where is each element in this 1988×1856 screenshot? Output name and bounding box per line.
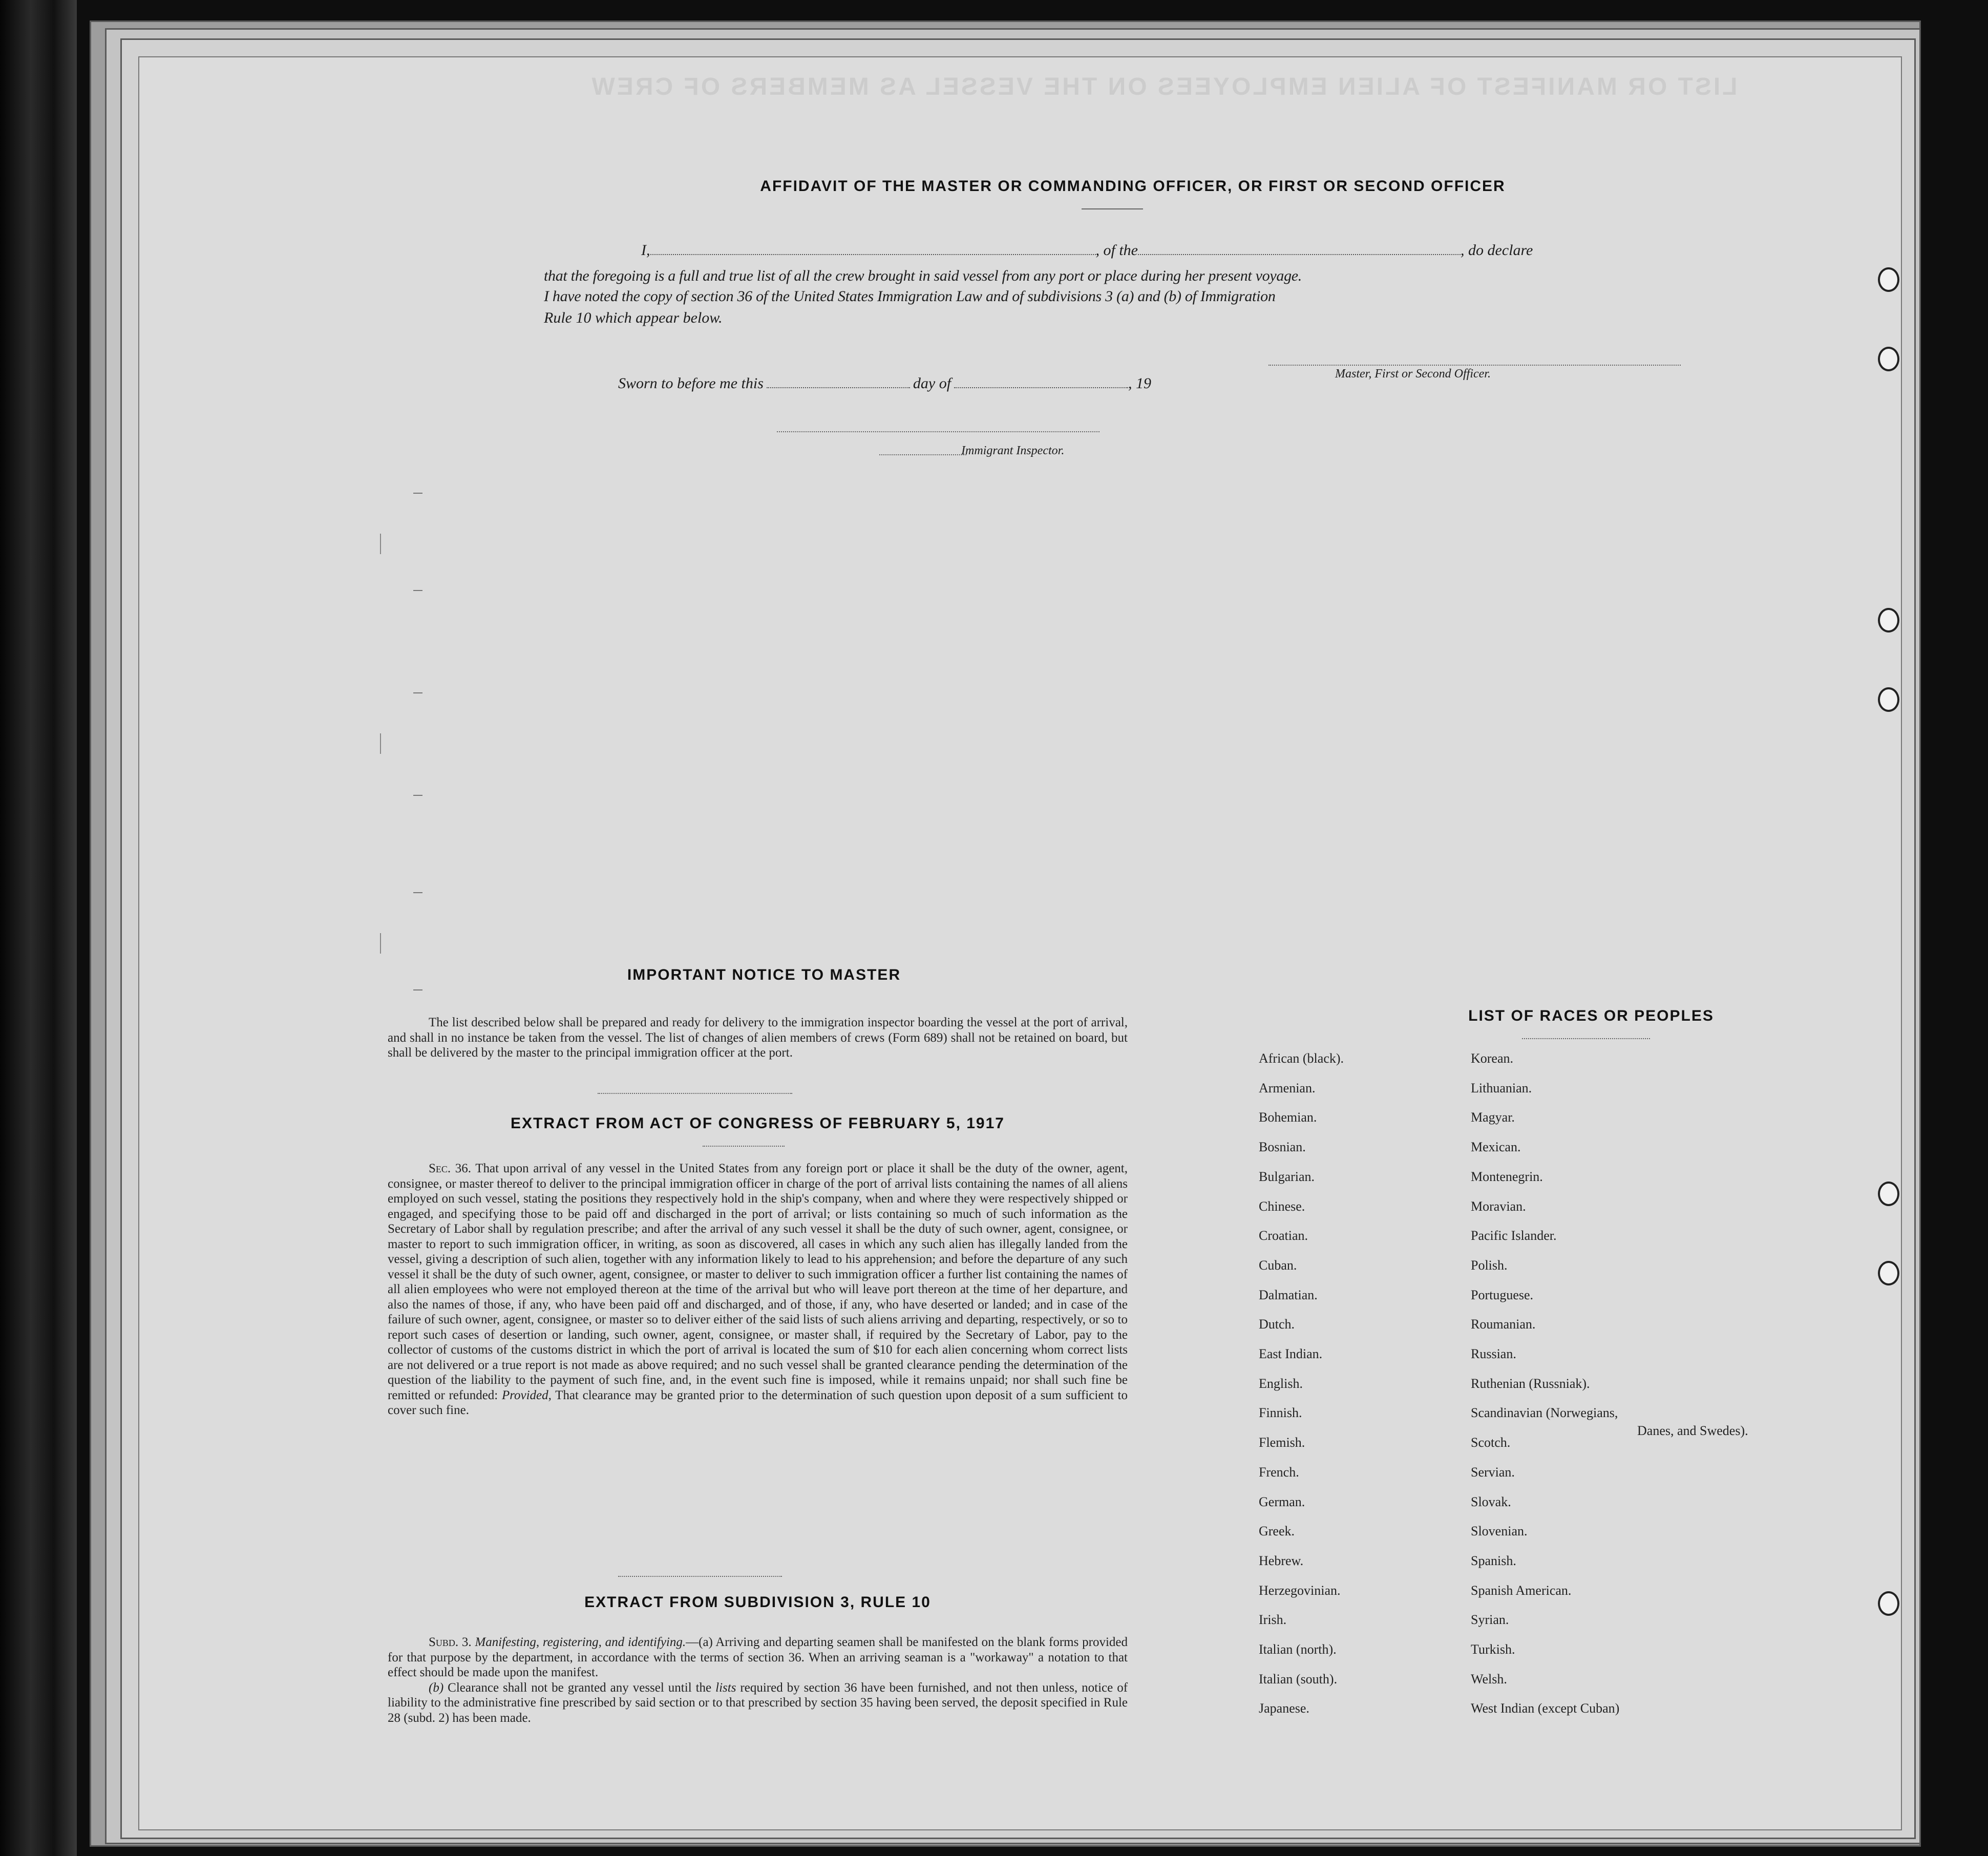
margin-tick [413,692,422,693]
race-item: Chinese. [1259,1198,1305,1214]
margin-tick [413,892,422,893]
punch-hole [1878,347,1899,371]
race-item: Turkish. [1471,1642,1515,1657]
race-item: Slovak. [1471,1494,1511,1509]
race-item: Slovenian. [1471,1524,1528,1539]
race-item: Dutch. [1259,1317,1295,1332]
race-item: Russian. [1471,1346,1516,1361]
affidavit-line-4: Rule 10 which appear below. [544,309,723,326]
race-item: Portuguese. [1471,1287,1534,1302]
margin-tick [413,795,422,796]
sworn-prefix: Sworn to before me this [618,375,764,392]
race-item: Armenian. [1259,1080,1316,1095]
rule-b-lists: lists [715,1680,736,1695]
race-item: Moravian. [1471,1198,1526,1214]
race-item: Magyar. [1471,1110,1515,1125]
affidavit-line-1 [616,242,1717,259]
race-item: Bohemian. [1259,1110,1317,1125]
binder-edge [0,0,77,1856]
race-item: Servian. [1471,1464,1515,1480]
rule-b-text-1: Clearance shall not be granted any vessel until the [448,1680,712,1695]
race-item: Cuban. [1259,1257,1297,1273]
rule-text [388,1635,1128,1725]
section-rule [618,1576,782,1577]
act-body-end: That clearance may be granted prior to the determination of such question upon deposit of a sum sufficient to cover such fine. [388,1388,1128,1417]
sworn-day-label: day of [913,375,951,392]
affidavit-line-2: that the foregoing is a full and true list of all the crew brought in said vessel from any port or place during her present voyage. [544,267,1302,284]
race-item: Polish. [1471,1257,1508,1273]
race-item: Hebrew. [1259,1553,1304,1568]
race-item: Flemish. [1259,1435,1305,1450]
race-item: Scandinavian (Norwegians, [1471,1405,1618,1421]
affidavit-heading: AFFIDAVIT OF THE MASTER OR COMMANDING OFFICER, OR FIRST OR SECOND OFFICER [760,178,1506,195]
margin-tick [380,534,381,554]
punch-hole [1878,687,1899,712]
margin-tick [413,493,422,494]
race-item: Lithuanian. [1471,1080,1532,1095]
race-item: Ruthenian (Russniak). [1471,1376,1590,1391]
races-heading: LIST OF RACES OR PEOPLES [1468,1007,1714,1024]
race-item: African (black). [1259,1051,1344,1066]
race-item: Italian (north). [1259,1642,1337,1657]
race-item: West Indian (except Cuban) [1471,1701,1620,1716]
rule-subd-label: Subd. 3. [429,1635,472,1649]
race-item: Welsh. [1471,1671,1507,1686]
punch-hole [1878,1261,1899,1285]
race-item: Pacific Islander. [1471,1228,1557,1243]
act-body: That upon arrival of any vessel in the United States from any foreign port or place it shall be the duty of the owner, agent, consignee, or master thereof to deliver to the principal immigration officer in charge of the port of arrival lists containing the names of all aliens employed on such vessel, stating the positions they respectively hold in the ship's company, when and where they were respectively shipped or engaged, and specifying those to be paid off and discharged in the port of arrival; or lists containing so much of such information as the Secretary of Labor shall by regulation prescribe; and after the arrival of any such vessel it shall be the duty of such owner, agent, consignee, or master to report to such immigration officer, in writing, as soon as discovered, all cases in which any such alien has illegally landed from the vessel, giving a description of such alien, together with any information likely to lead to his apprehension; and before the departure of any such vessel it shall be the duty of such owner, agent, consignee, or master to deliver to such immigration officer a further list containing the names of all alien employees who were not employed thereon at the time of the arrival but who will leave port thereon at the time of her departure, and also the names of those, if any, who have been paid off and discharged, and of those, if any, who have deserted or landed; and in case of the failure of such owner, agent, consignee, or master so to deliver either of the said lists of such aliens arriving and departing, respectively, or so to report such cases of desertion or landing, such owner, agent, consignee, or master shall, if required by the Secretary of Labor, pay to the collector of customs of the customs district in which the port of arrival is located the sum of $10 for each alien concerning whom correct lists are not delivered or a true report is not made as above required; and no such vessel shall be granted clearance pending the determination of the question of the liability to the payment of such fine, and, in the event such fine is imposed, while it remains unpaid; nor shall such fine be remitted or refunded: [388,1162,1128,1402]
notice-text: The list described below shall be prepared and ready for delivery to the immigration inspector boarding the vessel at the port of arrival, and shall in no instance be taken from the vessel. The list of changes of alien members of crews (Form 689) shall not be retained on board, but shall be delivered by the master to the principal immigration officer at the port. [388,1016,1128,1060]
act-heading-rule [703,1146,785,1147]
race-item: East Indian. [1259,1346,1323,1361]
race-item: Korean. [1471,1051,1514,1066]
margin-tick [380,933,381,954]
inspector-label: Immigrant Inspector. [961,444,1065,457]
act-provided: Provided, [501,1388,552,1402]
punch-hole [1878,267,1899,292]
rule-a-text: —(a) Arriving and departing seamen shall be manifested on the blank forms provided for that purpose by the department, in accordance with the terms of section 36. When an arriving seaman is a "workaway" a notation to that effect should be made upon the manifest. [388,1635,1128,1679]
margin-tick [413,590,422,591]
race-item: Spanish. [1471,1553,1516,1568]
rule-heading: EXTRACT FROM SUBDIVISION 3, RULE 10 [584,1594,931,1611]
race-item: Bulgarian. [1259,1169,1315,1184]
sworn-month-field[interactable] [954,387,1128,388]
race-item: Irish. [1259,1612,1287,1628]
race-item: Mexican. [1471,1140,1521,1155]
race-item: Herzegovinian. [1259,1583,1341,1598]
master-signature-line[interactable] [1268,365,1681,366]
race-item: Dalmatian. [1259,1287,1318,1302]
affidavit-line-3: I have noted the copy of section 36 of the United States Immigration Law and of subdivisions 3 (a) and (b) of Immigration [544,288,1276,305]
notice-heading: IMPORTANT NOTICE TO MASTER [627,966,901,983]
sworn-day-field[interactable] [767,387,910,388]
race-item: Montenegrin. [1471,1169,1543,1184]
margin-tick [380,733,381,754]
affidavit-i: I, [641,242,650,259]
bleed-through-title: LIST OR MANIFEST OF ALIEN EMPLOYEES ON THE VESSEL AS MEMBERS OF CREW [589,73,1738,100]
race-item: Croatian. [1259,1228,1308,1243]
master-name-field[interactable] [650,254,1096,255]
race-item: Roumanian. [1471,1317,1536,1332]
act-sec-label: Sec. 36. [429,1162,472,1175]
race-item: Greek. [1259,1524,1295,1539]
rule-b-label: (b) [429,1680,444,1695]
punch-hole [1878,608,1899,632]
inspector-signature-line[interactable] [777,431,1099,432]
rule-subd-title: Manifesting, registering, and identifying. [475,1635,686,1649]
race-item: Scotch. [1471,1435,1511,1450]
race-item: Spanish American. [1471,1583,1572,1598]
affidavit-of-the: , of the [1095,242,1138,259]
inspector-dots [879,454,966,455]
races-heading-rule [1522,1038,1650,1039]
race-item: German. [1259,1494,1305,1509]
rule-b-text-2: required by section 36 have been furnished, and not then unless, notice of liability to the administrative fine prescribed by said section or to that prescribed by section 35 having been served, the deposit specified in Rule 28 (subd. 2) has been made. [388,1680,1128,1725]
rule-para-a [388,1635,1128,1680]
manifest-sheet [138,56,1902,1830]
section-rule [598,1093,792,1094]
rule-para-b [388,1680,1128,1726]
race-item: Japanese. [1259,1701,1309,1716]
race-item: Italian (south). [1259,1671,1338,1686]
act-text [388,1161,1128,1418]
race-item: English. [1259,1376,1303,1391]
vessel-name-field[interactable] [1138,254,1461,255]
punch-hole [1878,1182,1899,1206]
act-heading: EXTRACT FROM ACT OF CONGRESS OF FEBRUARY 5, 1917 [511,1115,1005,1132]
race-item: French. [1259,1464,1299,1480]
sworn-line [618,375,1151,392]
punch-hole [1878,1591,1899,1616]
affidavit-do-declare: , do declare [1461,242,1533,259]
race-item: Syrian. [1471,1612,1509,1628]
heading-rule [1082,208,1143,209]
master-signature-label: Master, First or Second Officer. [1335,367,1491,381]
margin-tick [413,989,422,990]
race-scandinavian-continued: Danes, and Swedes). [1637,1423,1748,1438]
sworn-year-label: , 19 [1128,375,1152,392]
race-item: Bosnian. [1259,1140,1306,1155]
race-item: Finnish. [1259,1405,1302,1421]
